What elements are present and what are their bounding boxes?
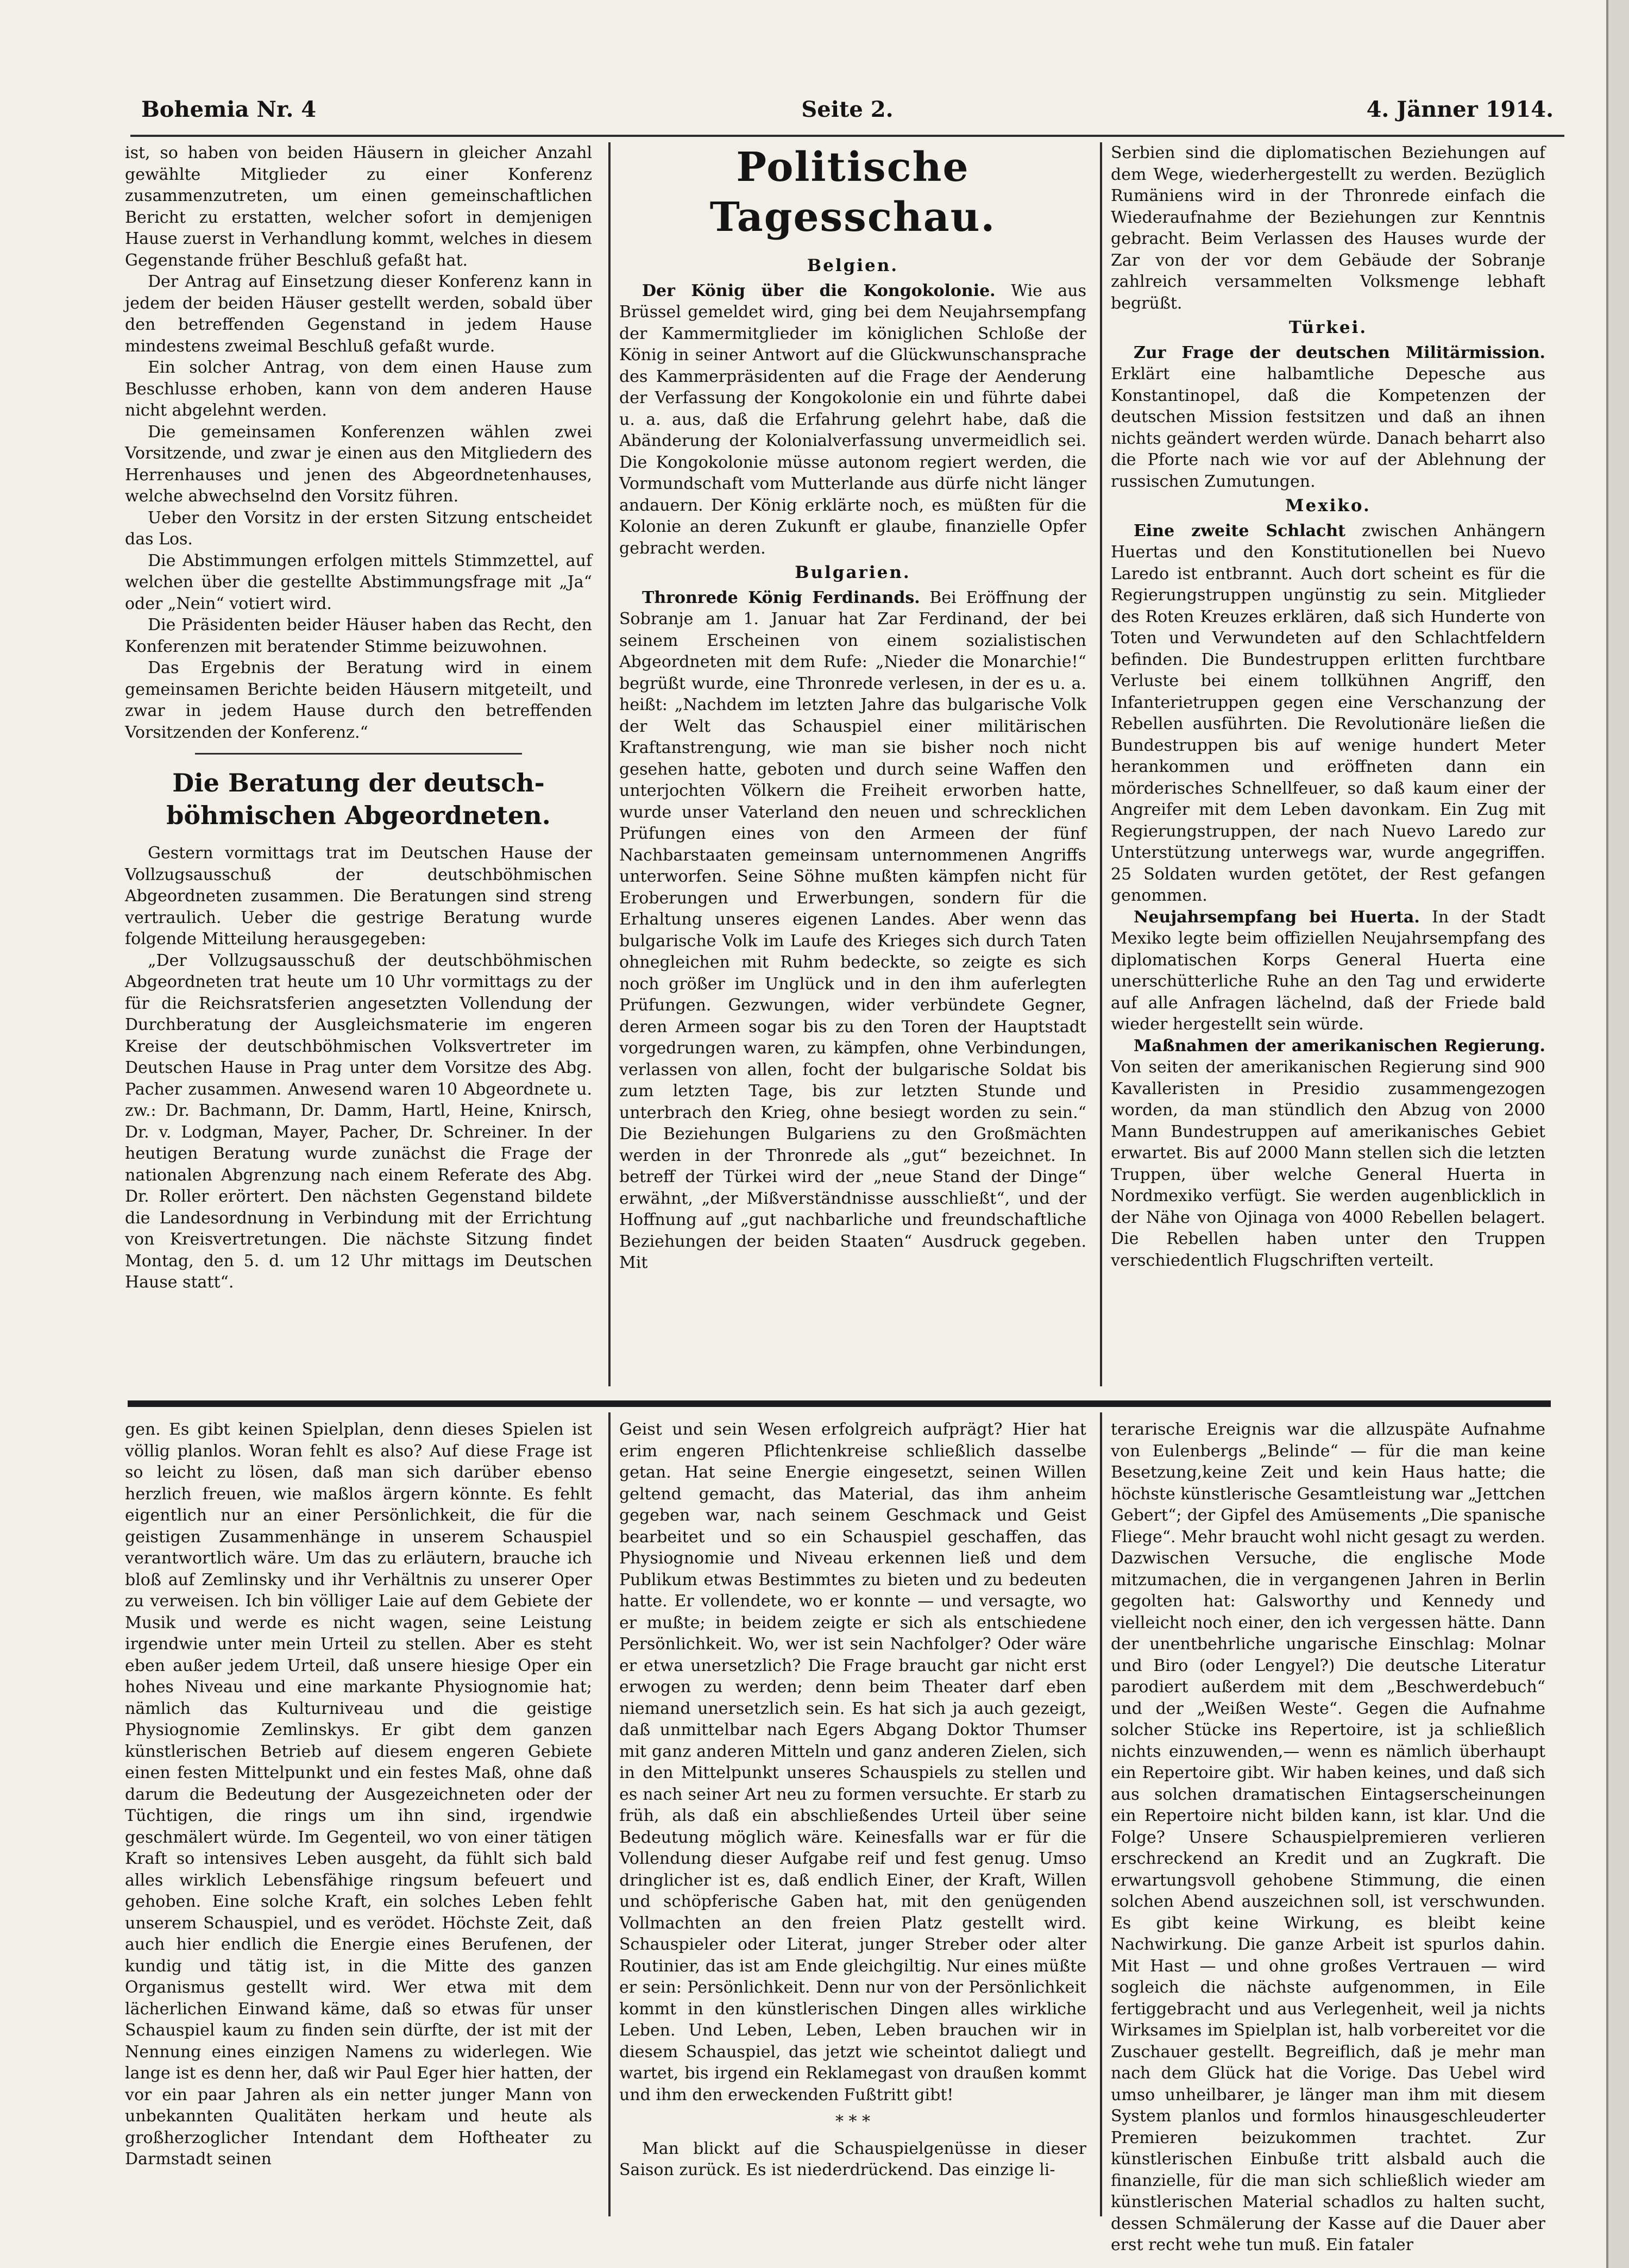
header-rule [130,135,1564,137]
paragraph: Serbien sind die diplomatischen Beziehungen auf dem Wege, wiederhergestellt zu werden. Bezüglich Rumäniens wird in der Thronrede einfach die Wiederaufnahme der Beziehungen zur Kenntnis gebracht. Beim Verlassen des Hauses wurde der Zar von der vor dem Gebäude der Sobranje zahlreich versammelten Volksmenge lebhaft begrüßt. [1111,143,1545,313]
news-text: Erklärt eine halbamtliche Depesche aus Konstantinopel, daß die Kompetenzen der deutschen Mission festsitzen und daß an ihnen nichts geändert werden würde. Danach beharrt also die Pforte nach wie vor auf der Ablehnung der russischen Zumutungen. [1111,365,1545,491]
feuilleton-column-3 [1111,1419,1545,2256]
news-headline: Der König über die Kongokolonie. [642,281,996,300]
news-headline: Thronrede König Ferdinands. [642,588,920,607]
paragraph: ist, so haben von beiden Häusern in gleicher Anzahl gewählte Mitglieder zu einer Konferenz zusammenzutreten, um einen gemeinschaftlichen Bericht zu erstatten, welcher sofort in demjenigen Hause zuerst in Verhandlung kommt, welches in diesem Gegenstande früher Beschluß gefaßt hat. [125,143,592,270]
column-rule [1100,1412,1102,2216]
country-heading: Mexiko. [1285,496,1371,516]
news-headline: Maßnahmen der amerikanischen Regierung. [1134,1036,1545,1056]
asterisk-separator: * * * [835,2112,871,2131]
news-headline: Neujahrsempfang bei Huerta. [1134,907,1420,927]
page-edge [1608,0,1629,2268]
header-journal: Bohemia Nr. 4 [141,97,317,122]
paragraph: Ueber den Vorsitz in der ersten Sitzung entscheidet das Los. [125,508,592,549]
paragraph: gen. Es gibt keinen Spielplan, denn dieses Spielen ist völlig planlos. Woran fehlt es also? Auf diese Frage ist so leicht zu lösen, daß man sich darüber ebenso herzlich freuen, wie maßlos ärgern könnte. Es fehlt eigentlich nur an einer Persönlichkeit, die für die geistigen Zusammenhänge in unserem Schauspiel verantwortlich wäre. Um das zu erläutern, brauche ich bloß auf Zemlinsky und ihr Verhältnis zu unserer Oper zu verweisen. Ich bin völliger Laie auf dem Gebiete der Musik und werde es nicht wagen, seine Leistung irgendwie unter mein Urteil zu stellen. Aber es steht eben außer jedem Urteil, daß unsere hiesige Oper ein hohes Niveau und eine markante Physiognomie hat; nämlich das Kulturniveau und die geistige Physiognomie Zemlinskys. Er gibt dem ganzen künstlerischen Betrieb auf diesem engeren Gebiete einen festen Mittelpunkt und ein festes Maß, ohne daß darum die Bedeutung der Ausgezeichneten oder der Tüchtigen, die rings um ihn sind, irgendwie geschmälert würde. Im Gegenteil, wo von einer tätigen Kraft so intensives Leben ausgeht, da fühlt sich bald alles wirklich Lebensfähige ringsum befeuert und gehoben. Eine solche Kraft, ein solches Leben fehlt unserem Schauspiel, und es verödet. Höchste Zeit, daß auch hier endlich die Energie eines Berufenen, der kundig und tätig ist, in die Mitte des ganzen Organismus gestellt wird. Wer etwa mit dem lächerlichen Einwand käme, daß so etwas für unser Schauspiel kaum zu finden sein dürfte, der ist mit der Nennung eines einzigen Namens zu widerlegen. Wie lange ist es denn her, daß wir Paul Eger hier hatten, der vor ein paar Jahren als ein netter junger Mann von unbekannten Qualitäten herkam und heute als großherzoglicher Intendant dem Hoftheater zu Darmstadt seinen [125,1420,592,2169]
news-text: Bei Eröffnung der Sobranje am 1. Januar hat Zar Ferdinand, der bei seinem Erscheinen von einem sozialistischen Abgeordneten mit dem Rufe: „Nieder die Monarchie!“ begrüßt wurde, eine Thronrede verlesen, in der es u. a. heißt: „Nachdem im letzten Jahre das bulgarische Volk der Welt das Schauspiel einer militärischen Kraftanstrengung, wie man sie bisher noch nicht gesehen hatte, geboten und durch seine Waffen den unterjochten Völkern die Freiheit erworben hatte, wurde unser Vaterland den neuen und schrecklichen Prüfungen eines von den Armeen der fünf Nachbarstaaten gemeinsam unternommenen Angriffs unterworfen. Seine Söhne mußten kämpfen nicht für Eroberungen und Erwerbungen, sondern für die Erhaltung unseres eigenen Landes. Aber wenn das bulgarische Volk im Laufe des Krieges sich durch Taten ohnegleichen mit Ruhm bedeckte, so zeigte es sich noch größer im Unglück und in den ihm auferlegten Prüfungen. Gezwungen, wider verbündete Gegner, deren Armeen sogar bis zu den Toren der Hauptstadt vorgedrungen waren, zu kämpfen, ohne Verbindungen, verlassen von allen, focht der bulgarische Soldat bis zum letzten Tage, bis zur letzten Stunde und unterbrach den Krieg, ohne besiegt worden zu sein.“ Die Beziehungen Bulgariens zu den Großmächten werden in der Thronrede als „gut“ bezeichnet. In betreff der Türkei wird der „neue Stand der Dinge“ erwähnt, „der Mißverständnisse ausschließt“, und der Hoffnung auf „gut nachbarliche und freundschaftliche Beziehungen der beiden Staaten“ Ausdruck gegeben. Mit [619,588,1086,1272]
news-text: Von seiten der amerikanischen Regierung sind 900 Kavalleristen in Presidio zusammengezogen worden, da man stündlich den Abzug von 2000 Mann Bundestruppen auf amerikanisches Gebiet erwartet. Bis auf 2000 Mann stellen sich die letzten Truppen, über welche General Huerta in Nordmexiko verfügt. Sie werden augenblicklich in der Nähe von Ojinaga von 4000 Rebellen belagert. Die Rebellen haben unter den Truppen verschiedentlich Flugschriften verteilt. [1111,1058,1545,1270]
column-1 [125,142,592,1293]
paragraph: Man blickt auf die Schauspielgenüsse in dieser Saison zurück. Es ist niederdrückend. Das einzige li- [619,2139,1086,2179]
feuilleton-rule [128,1400,1551,1407]
header-page-number: Seite 2. [801,97,894,122]
header-date: 4. Jänner 1914. [1366,97,1553,122]
news-text: zwischen Anhängern Huertas und den Konstitutionellen bei Nuevo Laredo ist entbrannt. Auch dort scheint es für die Regierungstruppen ungünstig zu sein. Mitglieder des Roten Kreuzes erklären, daß sich Hunderte von Toten und Verwundeten auf den Schlachtfeldern befinden. Die Bundestruppen erlitten furchtbare Verluste bei einem tollkühnen Angriff, den Infanterietruppen gegen eine Verschanzung der Rebellen ausführten. Die Revolutionäre ließen die Bundestruppen bis auf wenige hundert Meter herankommen und eröffneten dann ein mörderisches Schnellfeuer, so daß kaum einer der Angreifer mit dem Leben davonkam. Ein Zug mit Regierungstruppen, der nach Nuevo Laredo zur Unterstützung unterwegs war, wurde angegriffen. 25 Soldaten wurden getötet, der Rest gefangen genommen. [1111,521,1545,905]
column-rule [608,1412,611,2216]
column-rule [1100,142,1102,1386]
paragraph: Die Abstimmungen erfolgen mittels Stimmzettel, auf welchen über die gestellte Abstimmungsfrage mit „Ja“ oder „Nein“ votiert wird. [125,551,592,613]
article-heading: Die Beratung der deutsch-böhmischen Abgeordneten. [166,768,551,830]
section-divider [195,753,522,755]
paragraph: Geist und sein Wesen erfolgreich aufprägt? Hier hat erim engeren Pflichtenkreise schließlich dasselbe getan. Hat seine Energie eingesetzt, seinen Willen geltend gemacht, das Material, das ihm anheim gegeben war, nach seinem Geschmack und Geist bearbeitet und so ein Schauspiel geschaffen, das Physiognomie und Niveau erkennen ließ und dem Publikum etwas Bestimmtes zu bieten und zu bedeuten hatte. Er vollendete, wo er konnte — und versagte, wo er mußte; in beidem zeigte er sich als entschiedene Persönlichkeit. Wo, wer ist sein Nachfolger? Oder wäre er etwa unersetzlich? Die Frage braucht gar nicht erst erwogen zu werden; denn beim Theater darf eben niemand unersetzlich sein. Es hat sich ja auch gezeigt, daß unmittelbar nach Egers Abgang Doktor Thumser mit ganz anderen Mitteln und ganz anderen Zielen, sich in den Mittelpunkt unseres Schauspiels zu stellen und es nach seiner Art neu zu formen versuchte. Er starb zu früh, als daß ein abschließendes Urteil über seine Bedeutung möglich wäre. Keinesfalls war er für die Vollendung dieser Aufgabe reif und fest genug. Umso dringlicher ist es, daß endlich Einer, der Kraft, Willen und schöpferische Gaben hat, mit den genügenden Vollmachten an den freien Platz gestellt wird. Schauspieler oder Literat, junger Streber oder alter Routinier, das ist am Ende gleichgiltig. Nur eines müßte er sein: Persönlichkeit. Denn nur von der Persönlichkeit kommt in den künstlerischen Dingen alles wirkliche Leben. Und Leben, Leben, Leben brauchen wir in diesem Schauspiel, das jetzt wie scheintot daliegt und wartet, bis irgend ein Reklamegast von draußen kommt und ihm den erweckenden Fußtritt gibt! [619,1420,1086,2104]
country-heading: Belgien. [807,256,899,275]
column-rule [608,142,611,1386]
page-header [141,97,1553,135]
paragraph: Ein solcher Antrag, von dem einen Hause zum Beschlusse erhoben, kann von dem anderen Hause nicht abgelehnt werden. [125,358,592,420]
paragraph: Die gemeinsamen Konferenzen wählen zwei Vorsitzende, und zwar je einen aus den Mitgliedern des Herrenhauses und jenen des Abgeordnetenhauses, welche abwechselnd den Vorsitz führen. [125,422,592,506]
paragraph: Gestern vormittags trat im Deutschen Hause der Vollzugsausschuß der deutschböhmischen Abgeordneten zusammen. Die Beratungen sind streng vertraulich. Ueber die gestrige Beratung wurde folgende Mitteilung herausgegeben: [125,844,592,948]
feuilleton-column-2 [619,1419,1086,2181]
paragraph: terarische Ereignis war die allzuspäte Aufnahme von Eulenbergs „Belinde“ — für die man keine Besetzung,keine Zeit und kein Haus hatte; die höchste künstlerische Gesamtleistung war „Jettchen Gebert“; der Gipfel des Amüsements „Die spanische Fliege“. Mehr braucht wohl nicht gesagt zu werden. Dazwischen Versuche, die englische Mode mitzumachen, die in vergangenen Jahren in Berlin gegolten hat: Galsworthy und Kennedy und vielleicht noch einer, den ich vergessen hätte. Dann der unentbehrliche ungarische Einschlag: Molnar und Biro (oder Lengyel?) Die deutsche Literatur parodiert außerdem mit dem „Beschwerdebuch“ und der „Weißen Weste“. Gegen die Aufnahme solcher Stücke ins Repertoire, ist ja schließlich nichts einzuwenden,— wenn es nämlich überhaupt ein Repertoire gibt. Wir haben keines, und daß sich aus solchen dramatischen Eintagserscheinungen ein Repertoire nicht bilden kann, ist klar. Und die Folge? Unsere Schauspielpremieren verlieren erschreckend an Kredit und an Zugkraft. Die erwartungsvoll gehobene Stimmung, die einen solchen Abend auszeichnen soll, ist verschwunden. Es gibt keine Wirkung, es bleibt keine Nachwirkung. Die ganze Arbeit ist spurlos dahin. Mit Hast — und ohne großes Vertrauen — wird sogleich die nächste aufgenommen, in Eile fertiggebracht und aus Verlegenheit, weil ja nichts Wirksames im Spielplan ist, halb vorbereitet vor die Zuschauer gestellt. Begreiflich, daß je mehr man nach dem Glück hat die Vorige. Das Uebel wird umso unheilbarer, je länger man ihm mit diesem System planlos und formlos hinausgeschleuderter Premieren beizukommen trachtet. Zur künstlerischen Einbuße tritt alsbald auch die finanzielle, für die man sich schließlich wieder am künstlerischen Material schadlos zu halten sucht, dessen Schmälerung der Kasse auf die Dauer aber erst recht wehe tun muß. Ein fataler [1111,1420,1545,2254]
country-heading: Türkei. [1288,318,1368,337]
news-headline: Eine zweite Schlacht [1134,521,1345,541]
section-title: Politische Tagesschau. [709,144,996,241]
paragraph: Das Ergebnis der Beratung wird in einem gemeinsamen Berichte beiden Häusern mitgeteilt, und zwar in jedem Hause durch den betreffenden Vorsitzenden der Konferenz.“ [125,658,592,742]
paragraph: Der Antrag auf Einsetzung dieser Konferenz kann in jedem der beiden Häuser gestellt werden, sobald über den betreffenden Gegenstand in jedem Hause mindestens zweimal Beschluß gefaßt wurde. [125,272,592,356]
news-text: In der Stadt Mexiko legte beim offiziellen Neujahrsempfang des diplomatischen Korps General Huerta eine unerschütterliche Ruhe an den Tag und erwiderte auf alle Anfragen lächelnd, daß der Friede bald wieder hergestellt sein würde. [1111,907,1545,1034]
paragraph: „Der Vollzugsausschuß der deutschböhmischen Abgeordneten trat heute um 10 Uhr vormittags zu der für die Reichsratsferien angesetzten Vollendung der Durchberatung der Ausgleichsmaterie im engeren Kreise der deutschböhmischen Volksvertreter im Deutschen Hause in Prag unter dem Vorsitze des Abg. Pacher zusammen. Anwesend waren 10 Abgeordnete u. zw.: Dr. Bachmann, Dr. Damm, Hartl, Heine, Knirsch, Dr. v. Lodgman, Mayer, Pacher, Dr. Schreiner. In der heutigen Beratung wurde zunächst die Frage der nationalen Abgrenzung nach einem Referate des Abg. Dr. Roller erörtert. Den nächsten Gegenstand bildete die Landesordnung in Verbindung mit der Errichtung von Kreisvertretungen. Die nächste Sitzung findet Montag, den 5. d. um 12 Uhr mittags im Deutschen Hause statt“. [125,951,592,1292]
column-2 [619,142,1086,1274]
news-headline: Zur Frage der deutschen Militärmission. [1134,343,1545,362]
feuilleton-column-1 [125,1419,592,2170]
news-text: Wie aus Brüssel gemeldet wird, ging bei dem Neujahrsempfang der Kammermitglieder im königlichen Schloße der König in seiner Antwort auf die Glückwunschansprache des Kammerpräsidenten auf die Frage der Aenderung der Verfassung der Kongokolonie ein und führte dabei u. a. aus, daß die Erfahrung gelehrt habe, daß die Abänderung der Kolonialverfassung unvermeidlich sei. Die Kongokolonie müsse autonom regiert werden, die Vormundschaft vom Mutterlande aus dürfe nicht länger andauern. Der König erklärte noch, es müßten für die Kolonie an deren Zukunft er glaube, finanzielle Opfer gebracht werden. [619,281,1086,558]
country-heading: Bulgarien. [795,563,911,582]
column-3 [1111,142,1545,1271]
paragraph: Die Präsidenten beider Häuser haben das Recht, den Konferenzen mit beratender Stimme beizuwohnen. [125,615,592,656]
